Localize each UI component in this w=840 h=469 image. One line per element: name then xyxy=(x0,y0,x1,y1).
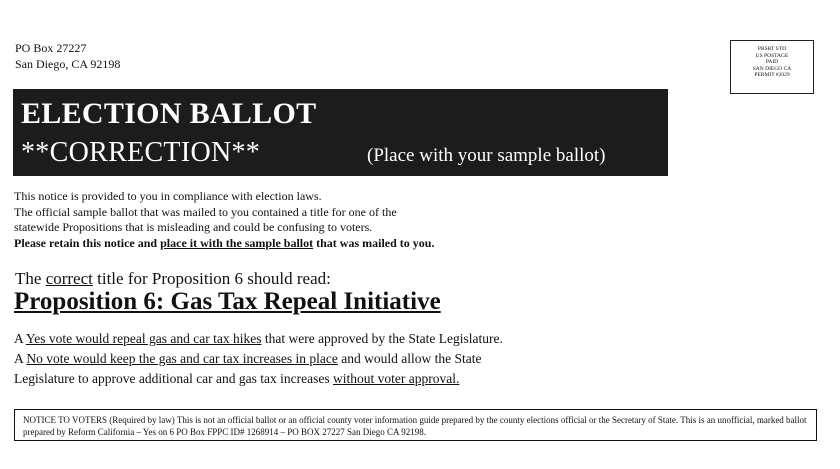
no-rest: and would allow the State xyxy=(337,351,482,366)
yes-rest: that were approved by the State Legislature. xyxy=(261,331,503,346)
return-address-line2: San Diego, CA 92198 xyxy=(15,57,121,71)
notice-line1: This notice is provided to you in compliance with election laws. xyxy=(14,189,322,203)
notice-line3: statewide Propositions that is misleading and could be confusing to voters. xyxy=(14,220,373,234)
postage-indicia xyxy=(730,40,814,94)
retain-instruction xyxy=(14,236,534,252)
postage-line1: PRSRT STD xyxy=(757,46,787,52)
postage-line3: PAID xyxy=(765,59,779,65)
correct-title-lead xyxy=(15,269,331,289)
yes-a: A xyxy=(14,331,26,346)
banner-note: (Place with your sample ballot) xyxy=(367,145,606,166)
footer-text: NOTICE TO VOTERS (Required by law) This is not an official ballot or an official county voter information guide prepared by the county elections official or the Secretary of State. This is an unofficial, marked ballot prepared by Reform California – Yes on 6 PO Box FPPC ID# 1268914 – PO BOX 27227 San Diego CA 92198. xyxy=(23,415,807,437)
no-line2: Legislature to approve additional car and gas tax increases xyxy=(14,371,333,386)
no-line2-emphasis: without voter approval. xyxy=(333,371,460,386)
no-vote-line xyxy=(14,349,594,369)
postage-line5: PERMIT #2029 xyxy=(754,72,790,78)
lead-emphasis: correct xyxy=(45,269,93,288)
voter-notice-footer xyxy=(14,409,817,441)
no-a: A xyxy=(14,351,27,366)
lead-post: title for Proposition 6 should read: xyxy=(92,269,331,288)
retain-emphasis: place it with the sample ballot xyxy=(160,235,314,250)
postage-line2: US POSTAGE xyxy=(755,52,789,59)
vote-description xyxy=(14,329,594,389)
no-vote-line2 xyxy=(14,369,594,389)
return-address-line1: PO Box 27227 xyxy=(15,41,87,55)
compliance-notice xyxy=(14,189,534,251)
retain-pre: Please retain this notice and xyxy=(14,235,161,250)
no-emphasis: No vote would keep the gas and car tax increases in place xyxy=(26,351,338,366)
return-address xyxy=(15,40,120,72)
yes-vote-line xyxy=(14,329,594,349)
retain-post: that was mailed to you. xyxy=(313,235,435,250)
yes-emphasis: Yes vote would repeal gas and car tax hikes xyxy=(25,331,262,346)
banner-subtitle: **CORRECTION** xyxy=(21,137,261,168)
banner-title: ELECTION BALLOT xyxy=(21,97,317,130)
postage-line4: SAN DIEGO CA xyxy=(752,65,792,72)
lead-pre: The xyxy=(15,269,46,288)
proposition-title: Proposition 6: Gas Tax Repeal Initiative xyxy=(14,288,441,315)
correction-banner xyxy=(13,89,668,176)
notice-line2: The official sample ballot that was mailed to you contained a title for one of the xyxy=(14,204,397,219)
